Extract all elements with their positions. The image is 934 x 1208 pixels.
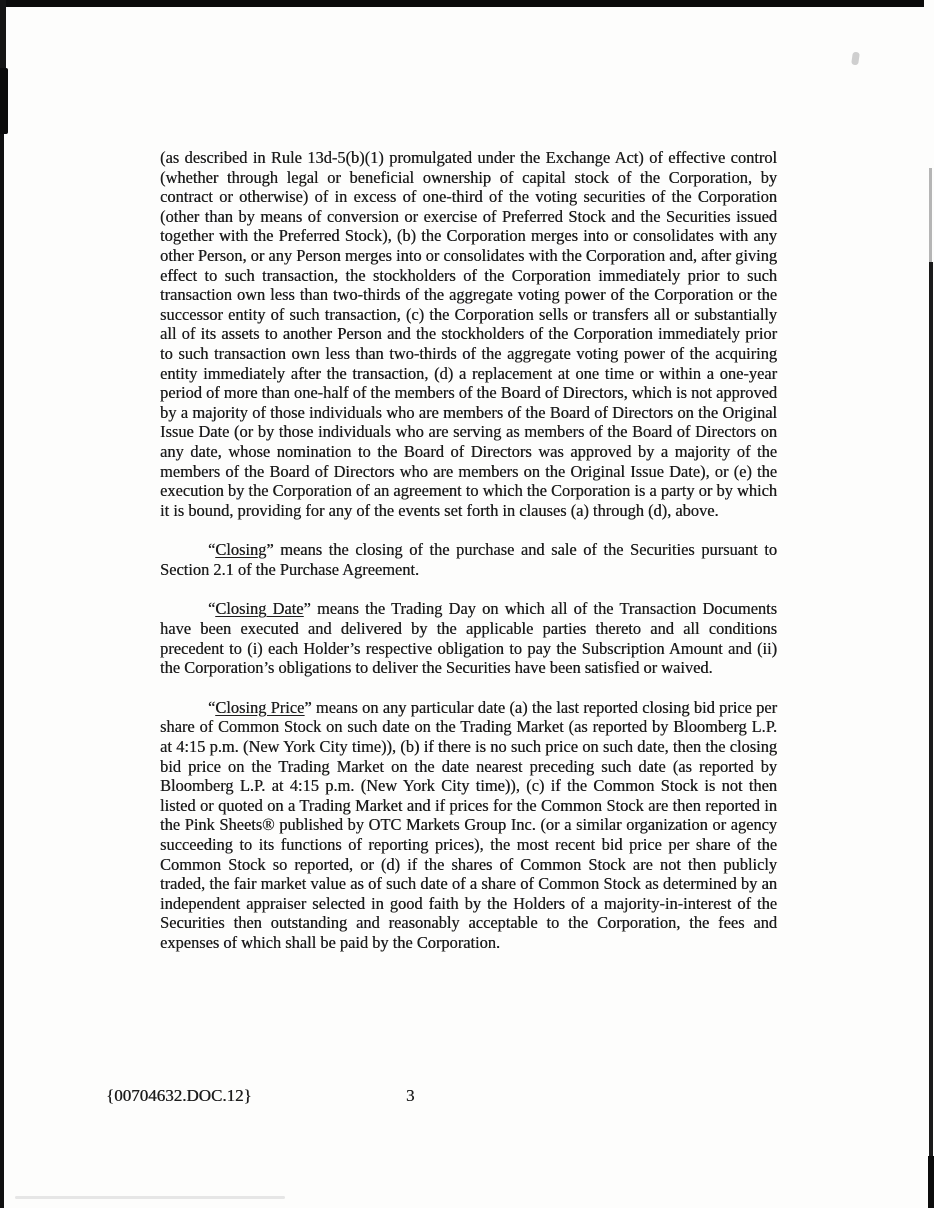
open-quote: “ xyxy=(208,599,216,619)
document-control-number: {00704632.DOC.12} xyxy=(106,1086,252,1105)
scan-speck xyxy=(851,52,860,66)
paragraph-change-of-control-continuation xyxy=(160,148,777,520)
definition-text: ” means the closing of the purchase and sale of the Securities pursuant to Section 2.1 of the Purchase Agreement. xyxy=(160,540,777,579)
defined-term-closing-date: Closing Date xyxy=(215,599,304,619)
open-quote: “ xyxy=(208,697,216,717)
document-body xyxy=(160,148,777,973)
scan-artifact-top-edge xyxy=(0,0,924,7)
paragraph-text: (as described in Rule 13d-5(b)(1) promulgated under the Exchange Act) of effective control (whether through legal or beneficial ownership of capital stock of the Corporation, by contract or otherwise) of in excess of one-third of the voting securities of the Corporation (other than by means of conversion or exercise of Preferred Stock and the Securities issued together with the Preferred Stock), (b) the Corporation merges into or consolidates with any other Person, or any Person merges into or consolidates with the Corporation and, after giving effect to such transaction, the stockholders of the Corporation immediately prior to such transaction own less than two-thirds of the aggregate voting power of the Corporation or the successor entity of such transaction, (c) the Corporation sells or transfers all or substantially all of its assets to another Person and the stockholders of the Corporation immediately prior to such transaction own less than two-thirds of the aggregate voting power of the acquiring entity immediately after the transaction, (d) a replacement at one time or within a one-year period of more than one-half of the members of the Board of Directors, which is not approved by a majority of those individuals who are members of the Board of Directors on the Original Issue Date (or by those individuals who are serving as members of the Board of Directors on any date, whose nomination to the Board of Directors was approved by a majority of the members of the Board of Directors who are members on the Original Issue Date), or (e) the execution by the Corporation of an agreement to which the Corporation is a party or by which it is bound, providing for any of the events set forth in clauses (a) through (d), above. xyxy=(160,148,777,520)
defined-term-closing: Closing xyxy=(215,540,267,560)
scan-artifact-left-edge-blob xyxy=(0,68,8,134)
scan-artifact-right-edge xyxy=(929,262,933,1208)
scan-artifact-bottom-smudge xyxy=(15,1196,285,1199)
paragraph-definition-closing-date xyxy=(160,599,777,677)
paragraph-definition-closing-price xyxy=(160,698,777,953)
scan-artifact-left-edge xyxy=(0,0,4,1208)
scan-artifact-right-edge-bottom xyxy=(928,1156,934,1208)
open-quote: “ xyxy=(208,540,216,560)
definition-text: ” means on any particular date (a) the last reported closing bid price per share of Common Stock on such date on the Trading Market (as reported by Bloomberg L.P. at 4:15 p.m. (New York City time)), (b) if there is no such price on such date, then the closing bid price on the Trading Market on the date nearest preceding such date (as reported by Bloomberg L.P. at 4:15 p.m. (New York City time)), (c) if the Common Stock is not then listed or quoted on a Trading Market and if prices for the Common Stock are then reported in the Pink Sheets® published by OTC Markets Group Inc. (or a similar organization or agency succeeding to its functions of reporting prices), the most recent bid price per share of the Common Stock so reported, or (d) if the shares of Common Stock are not then publicly traded, the fair market value as of such date of a share of Common Stock as determined by an independent appraiser selected in good faith by the Holders of a majority-in-interest of the Securities then outstanding and reasonably acceptable to the Corporation, the fees and expenses of which shall be paid by the Corporation. xyxy=(160,697,777,952)
page-number: 3 xyxy=(406,1086,415,1105)
defined-term-closing-price: Closing Price xyxy=(215,697,305,717)
scan-artifact-right-edge-light xyxy=(929,168,932,268)
paragraph-definition-closing xyxy=(160,540,777,579)
scan-artifact-left-edge-top xyxy=(0,0,6,70)
definition-text: ” means the Trading Day on which all of the Transaction Documents have been executed and delivered by the applicable parties thereto and all conditions precedent to (i) each Holder’s respective obligation to pay the Subscription Amount and (ii) the Corporation’s obligations to deliver the Securities have been satisfied or waived. xyxy=(160,599,777,678)
